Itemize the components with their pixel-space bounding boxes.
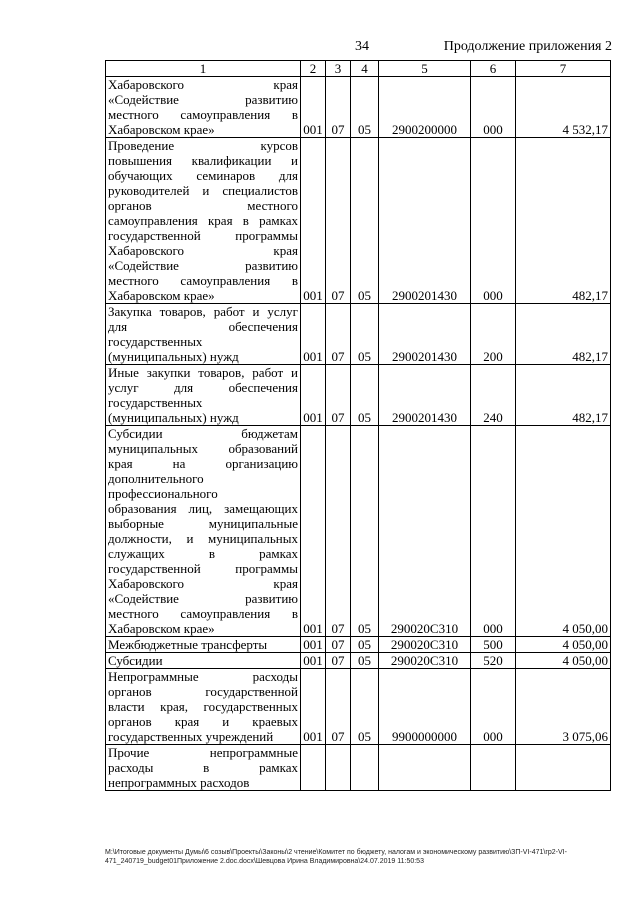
- description-line: государственных: [108, 334, 203, 349]
- amount: 4 050,00: [516, 637, 611, 653]
- expense-type-code: 000: [471, 426, 516, 637]
- description-line: местного самоуправления в: [108, 606, 298, 621]
- ministry-code: 001: [301, 669, 326, 745]
- section-code: 07: [326, 637, 351, 653]
- description-line: края на организацию: [108, 456, 298, 471]
- target-article-code: 290020С310: [379, 426, 471, 637]
- section-code: 07: [326, 138, 351, 304]
- row-description: [106, 669, 301, 745]
- target-article-code: 290020С310: [379, 653, 471, 669]
- description-line: (муниципальных) нужд: [108, 349, 239, 364]
- column-header-7: 7: [516, 61, 611, 77]
- description-line: государственных: [108, 395, 203, 410]
- table-row: [106, 77, 611, 138]
- amount: [516, 745, 611, 791]
- description-line: государственной программы: [108, 228, 298, 243]
- expense-type-code: [471, 745, 516, 791]
- column-header-6: 6: [471, 61, 516, 77]
- description-line: Хабаровского края: [108, 576, 298, 591]
- section-code: 07: [326, 365, 351, 426]
- subsection-code: 05: [351, 304, 379, 365]
- description-line: служащих в рамках: [108, 546, 298, 561]
- description-line: «Содействие развитию: [108, 258, 298, 273]
- table-header-row: [106, 61, 611, 77]
- column-header-2: 2: [301, 61, 326, 77]
- table-row: [106, 426, 611, 637]
- target-article-code: [379, 745, 471, 791]
- column-header-1: 1: [106, 61, 301, 77]
- target-article-code: 2900201430: [379, 138, 471, 304]
- continuation-label: Продолжение приложения 2: [443, 39, 612, 54]
- description-line: государственной программы: [108, 561, 298, 576]
- description-line: Непрограммные расходы: [108, 669, 298, 684]
- target-article-code: 2900201430: [379, 365, 471, 426]
- row-description: [106, 745, 301, 791]
- description-line: Хабаровского края: [108, 243, 298, 258]
- description-line: муниципальных образований: [108, 441, 298, 456]
- row-description: [106, 304, 301, 365]
- amount: 482,17: [516, 365, 611, 426]
- expense-type-code: 000: [471, 669, 516, 745]
- subsection-code: 05: [351, 637, 379, 653]
- table-row: [106, 637, 611, 653]
- section-code: 07: [326, 77, 351, 138]
- description-line: государственных учреждений: [108, 729, 274, 744]
- subsection-code: 05: [351, 669, 379, 745]
- amount: 482,17: [516, 138, 611, 304]
- target-article-code: 290020С310: [379, 637, 471, 653]
- ministry-code: 001: [301, 304, 326, 365]
- description-line: «Содействие развитию: [108, 92, 298, 107]
- description-line: Субсидии: [108, 653, 163, 668]
- description-line: выборные муниципальные: [108, 516, 298, 531]
- table-row: [106, 138, 611, 304]
- ministry-code: 001: [301, 426, 326, 637]
- description-line: Хабаровском крае»: [108, 288, 215, 303]
- description-line: непрограммных расходов: [108, 775, 250, 790]
- description-line: органов государственной: [108, 684, 298, 699]
- description-line: Прочие непрограммные: [108, 745, 298, 760]
- subsection-code: 05: [351, 138, 379, 304]
- description-line: «Содействие развитию: [108, 591, 298, 606]
- ministry-code: 001: [301, 77, 326, 138]
- subsection-code: 05: [351, 426, 379, 637]
- description-line: услуг для обеспечения: [108, 380, 298, 395]
- row-description: [106, 426, 301, 637]
- description-line: расходы в рамках: [108, 760, 298, 775]
- section-code: 07: [326, 304, 351, 365]
- budget-table: [105, 60, 611, 791]
- ministry-code: 001: [301, 653, 326, 669]
- description-line: профессионального: [108, 486, 218, 501]
- description-line: власти края, государственных: [108, 699, 298, 714]
- description-line: Хабаровском крае»: [108, 621, 215, 636]
- description-line: Субсидии бюджетам: [108, 426, 298, 441]
- section-code: 07: [326, 653, 351, 669]
- description-line: дополнительного: [108, 471, 204, 486]
- ministry-code: 001: [301, 138, 326, 304]
- row-description: [106, 365, 301, 426]
- description-line: Иные закупки товаров, работ и: [108, 365, 298, 380]
- description-line: должности, и муниципальных: [108, 531, 298, 546]
- section-code: 07: [326, 426, 351, 637]
- description-line: Проведение курсов: [108, 138, 298, 153]
- description-line: местного самоуправления в: [108, 107, 298, 122]
- description-line: Хабаровском крае»: [108, 122, 215, 137]
- section-code: [326, 745, 351, 791]
- amount: 3 075,06: [516, 669, 611, 745]
- description-line: (муниципальных) нужд: [108, 410, 239, 425]
- table-row: [106, 653, 611, 669]
- table-row: [106, 669, 611, 745]
- amount: 482,17: [516, 304, 611, 365]
- amount: 4 532,17: [516, 77, 611, 138]
- description-line: Хабаровского края: [108, 77, 298, 92]
- description-line: образования лиц, замещающих: [108, 501, 298, 516]
- description-line: повышения квалификации и: [108, 153, 298, 168]
- table-row: [106, 304, 611, 365]
- expense-type-code: 500: [471, 637, 516, 653]
- document-path-footer: M:\Итоговые документы Думы\6 созыв\Проекты\Законы\2 чтение\Комитет по бюджету, налогам и экономическому развитию\ЗП-VI-471\гр2-VI-471_240719_budget01Приложение 2.doc.docx\Шевцова Ирина Владимировна\24.07.2019 11:50:53: [105, 849, 567, 865]
- row-description: [106, 653, 301, 669]
- description-line: для обеспечения: [108, 319, 298, 334]
- table-body: [106, 61, 611, 791]
- column-header-4: 4: [351, 61, 379, 77]
- description-line: органов края и краевых: [108, 714, 298, 729]
- expense-type-code: 000: [471, 138, 516, 304]
- expense-type-code: 200: [471, 304, 516, 365]
- row-description: [106, 138, 301, 304]
- target-article-code: 2900200000: [379, 77, 471, 138]
- target-article-code: 9900000000: [379, 669, 471, 745]
- description-line: самоуправления края в рамках: [108, 213, 298, 228]
- table-row: [106, 365, 611, 426]
- expense-type-code: 520: [471, 653, 516, 669]
- row-description: [106, 77, 301, 138]
- column-header-5: 5: [379, 61, 471, 77]
- description-line: органов местного: [108, 198, 298, 213]
- ministry-code: 001: [301, 365, 326, 426]
- subsection-code: 05: [351, 653, 379, 669]
- description-line: обучающих семинаров для: [108, 168, 298, 183]
- subsection-code: 05: [351, 365, 379, 426]
- expense-type-code: 240: [471, 365, 516, 426]
- description-line: местного самоуправления в: [108, 273, 298, 288]
- amount: 4 050,00: [516, 653, 611, 669]
- subsection-code: 05: [351, 77, 379, 138]
- subsection-code: [351, 745, 379, 791]
- description-line: Межбюджетные трансферты: [108, 637, 268, 652]
- section-code: 07: [326, 669, 351, 745]
- row-description: [106, 637, 301, 653]
- column-header-3: 3: [326, 61, 351, 77]
- ministry-code: [301, 745, 326, 791]
- description-line: руководителей и специалистов: [108, 183, 298, 198]
- expense-type-code: 000: [471, 77, 516, 138]
- target-article-code: 2900201430: [379, 304, 471, 365]
- page-number: 34: [355, 39, 369, 54]
- table-row: [106, 745, 611, 791]
- ministry-code: 001: [301, 637, 326, 653]
- description-line: Закупка товаров, работ и услуг: [108, 304, 298, 319]
- amount: 4 050,00: [516, 426, 611, 637]
